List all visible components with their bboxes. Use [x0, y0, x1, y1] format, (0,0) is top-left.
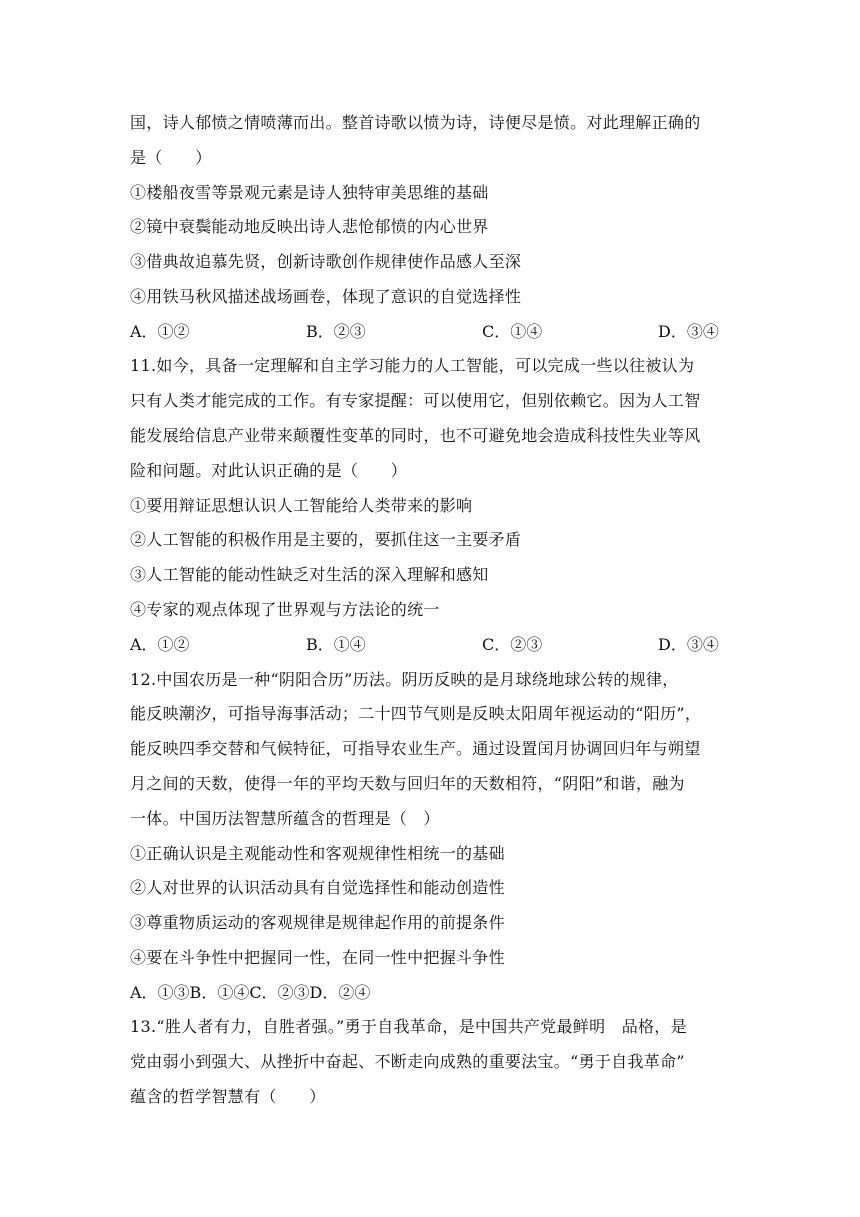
q12-item-3: ③尊重物质运动的客观规律是规律起作用的前提条件 [130, 913, 505, 932]
q11-item-3: ③人工智能的能动性缺乏对生活的深入理解和感知 [130, 565, 489, 584]
q12-options: A．①③B．①④C．②③D．②④ [130, 983, 371, 1002]
q11-stem-line-3: 能发展给信息产业带来颠覆性变革的同时，也不可避免地会造成科技性失业等风 [130, 426, 701, 445]
q11-stem-line-4: 险和问题。对此认识正确的是（ ） [130, 461, 408, 480]
q12-stem-line-4: 月之间的天数，使得一年的平均天数与回归年的天数相符，“阴阳”和谐，融为 [130, 774, 685, 793]
q11-option-a: A．①② [130, 635, 190, 654]
q10-item-2: ②镜中衰鬓能动地反映出诗人悲怆郁愤的内心世界 [130, 217, 489, 236]
q12-stem-line-2: 能反映潮汐，可指导海事活动；二十四节气则是反映太阳周年视运动的“阳历”， [130, 704, 702, 723]
q11-stem-line-2: 只有人类才能完成的工作。有专家提醒：可以使用它，但别依赖它。因为人工智 [130, 391, 701, 410]
q12-stem-line-5: 一体。中国历法智慧所蕴含的哲理是（ ） [130, 809, 440, 828]
q12-stem-line-1: 12.中国农历是一种“阴阳合历”历法。阴历反映的是月球绕地球公转的规律， [130, 670, 679, 689]
q13-stem-line-1: 13.“胜人者有力，自胜者强。”勇于自我革命，是中国共产党最鲜明 品格，是 [130, 1017, 687, 1036]
q12-item-2: ②人对世界的认识活动具有自觉选择性和能动创造性 [130, 878, 505, 897]
q12-item-4: ④要在斗争性中把握同一性，在同一性中把握斗争性 [130, 948, 505, 967]
q10-option-a: A．①② [130, 322, 190, 341]
q11-item-4: ④专家的观点体现了世界观与方法论的统一 [130, 600, 440, 619]
q10-item-1: ①楼船夜雪等景观元素是诗人独特审美思维的基础 [130, 183, 489, 202]
q11-option-d: D．③④ [658, 635, 719, 654]
q10-option-b: B．②③ [306, 322, 366, 341]
q10-stem-line-1: 国，诗人郁愤之情喷薄而出。整首诗歌以愤为诗，诗便尽是愤。对此理解正确的 [130, 113, 701, 132]
q10-option-d: D．③④ [658, 322, 719, 341]
q12-item-1: ①正确认识是主观能动性和客观规律性相统一的基础 [130, 844, 505, 863]
q13-stem-line-3: 蕴含的哲学智慧有（ ） [130, 1087, 326, 1106]
q12-stem-line-3: 能反映四季交替和气候特征，可指导农业生产。通过设置闰月协调回归年与朔望 [130, 739, 701, 758]
q13-stem-line-2: 党由弱小到强大、从挫折中奋起、不断走向成熟的重要法宝。“勇于自我革命” [130, 1052, 685, 1071]
q11-item-2: ②人工智能的积极作用是主要的，要抓住这一主要矛盾 [130, 530, 522, 549]
q10-item-3: ③借典故追慕先贤，创新诗歌创作规律使作品感人至深 [130, 252, 522, 271]
q10-option-c: C．①④ [482, 322, 543, 341]
q11-stem-line-1: 11.如今，具备一定理解和自主学习能力的人工智能，可以完成一些以往被认为 [130, 356, 695, 375]
q10-stem-line-2: 是（ ） [130, 148, 212, 167]
q11-option-c: C．②③ [482, 635, 543, 654]
q11-option-b: B．①④ [306, 635, 366, 654]
q10-item-4: ④用铁马秋风描述战场画卷，体现了意识的自觉选择性 [130, 287, 522, 306]
q11-item-1: ①要用辩证思想认识人工智能给人类带来的影响 [130, 496, 473, 515]
